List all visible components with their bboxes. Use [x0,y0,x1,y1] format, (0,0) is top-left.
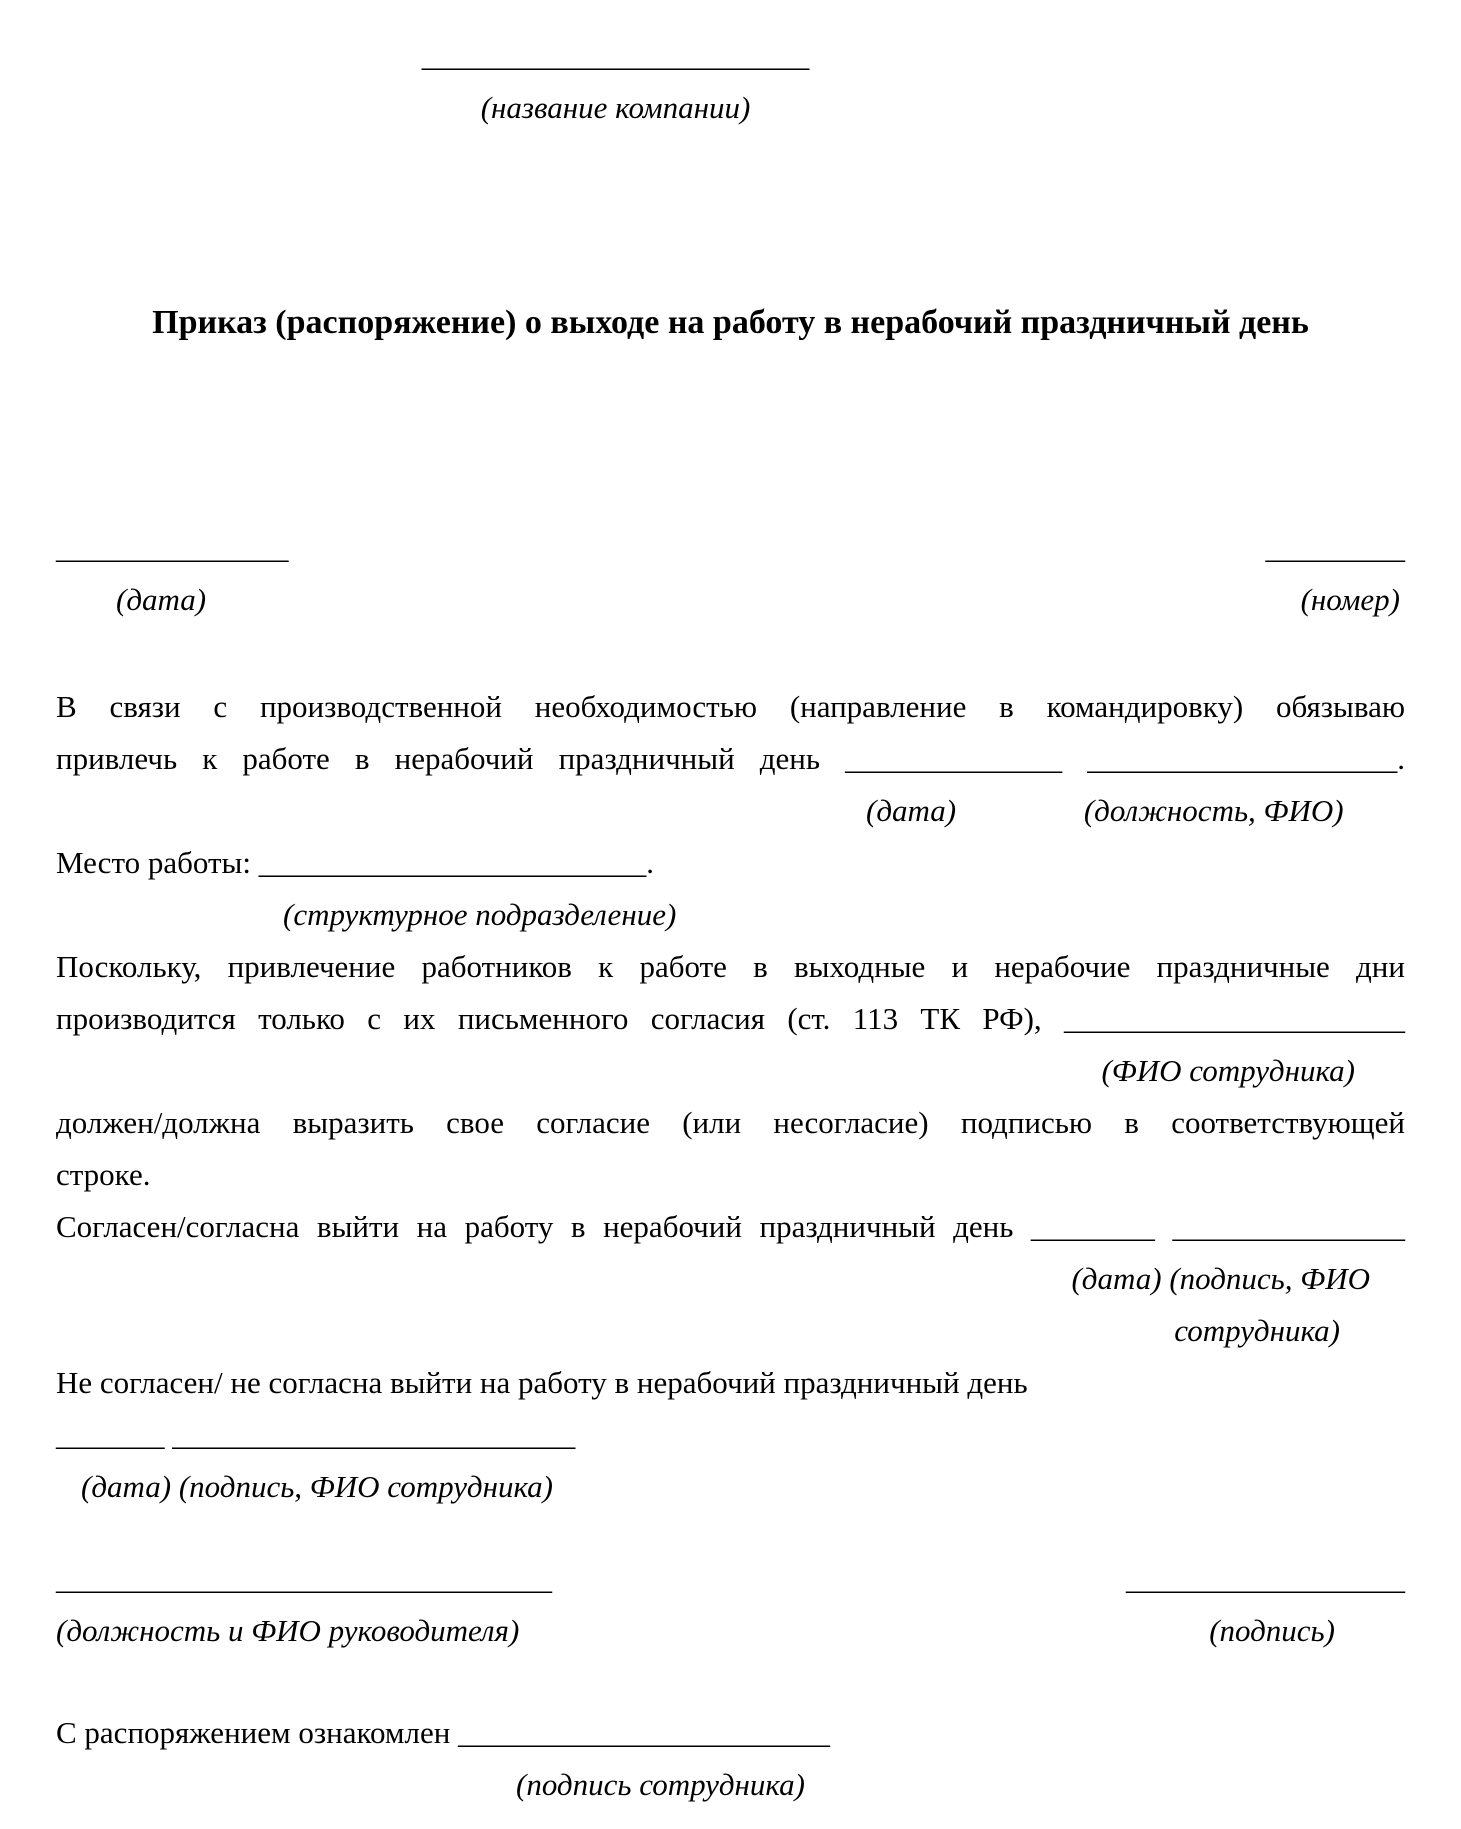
number-blank: _________ [1265,530,1405,565]
manager-name-blank: ________________________________ [56,1561,552,1596]
paragraph-business-necessity [56,681,1405,837]
employee-name-caption: (ФИО сотрудника) [1101,1053,1355,1088]
position-name-caption: (должность, ФИО) [1083,793,1344,828]
date-caption: (дата) [116,582,207,617]
company-name-block [56,30,1175,134]
signature-blanks-row [56,1553,1405,1605]
disagree-section [56,1357,1405,1513]
signature-captions-row [56,1605,1405,1657]
paragraph-line: привлечь к работе в нерабочий праздничный день ______________ ____________________. [56,741,1405,776]
workplace-section [56,837,1405,941]
workplace-caption: (структурное подразделение) [283,897,677,932]
employee-signature-caption: (подпись сотрудника) [516,1767,805,1802]
disagree-blanks: _______ __________________________ [56,1417,576,1452]
date-number-blanks-row [56,522,1405,574]
paragraph-line: строке. [56,1157,151,1192]
agree-caption-line1: (дата) (подпись, ФИО [1071,1261,1370,1296]
paragraph-line: В связи с производственной необходимостью (направление в командировку) обязываю [56,689,1405,724]
company-name-caption: (название компании) [480,90,751,125]
paragraph-written-consent [56,941,1405,1201]
workplace-line: Место работы: _________________________. [56,845,654,880]
manager-name-caption: (должность и ФИО руководителя) [56,1613,520,1648]
agree-section [56,1201,1405,1357]
agree-line: Согласен/согласна выйти на работу в нерабочий праздничный день ________ _______________ [56,1209,1405,1244]
acknowledgement-section [56,1707,1405,1811]
paragraph-line: Поскольку, привлечение работников к работе в выходные и нерабочие праздничные дни [56,949,1405,984]
date-blank: _______________ [56,530,289,565]
manager-signature-caption: (подпись) [1209,1613,1335,1648]
manager-signature-section [56,1553,1405,1657]
date-number-captions-row [56,574,1405,626]
date-under-blank-caption: (дата) [866,793,957,828]
disagree-line: Не согласен/ не согласна выйти на работу в нерабочий праздничный день [56,1365,1028,1400]
paragraph-captions-row [56,785,1405,837]
disagree-caption: (дата) (подпись, ФИО сотрудника) [81,1469,554,1504]
company-name-blank: _________________________ [421,38,810,73]
agree-caption-line2: сотрудника) [1174,1313,1340,1348]
paragraph-line: должен/должна выразить свое согласие (или несогласие) подписью в соответствующей [56,1105,1405,1140]
document-title: Приказ (распоряжение) о выходе на работу в нерабочий праздничный день [152,304,1309,341]
number-caption: (номер) [1300,582,1400,617]
paragraph-line: производится только с их письменного согласия (ст. 113 ТК РФ), ______________________ [56,1001,1405,1036]
acknowledgement-line: С распоряжением ознакомлен ________________________ [56,1715,831,1750]
manager-signature-blank: __________________ [1126,1561,1405,1596]
